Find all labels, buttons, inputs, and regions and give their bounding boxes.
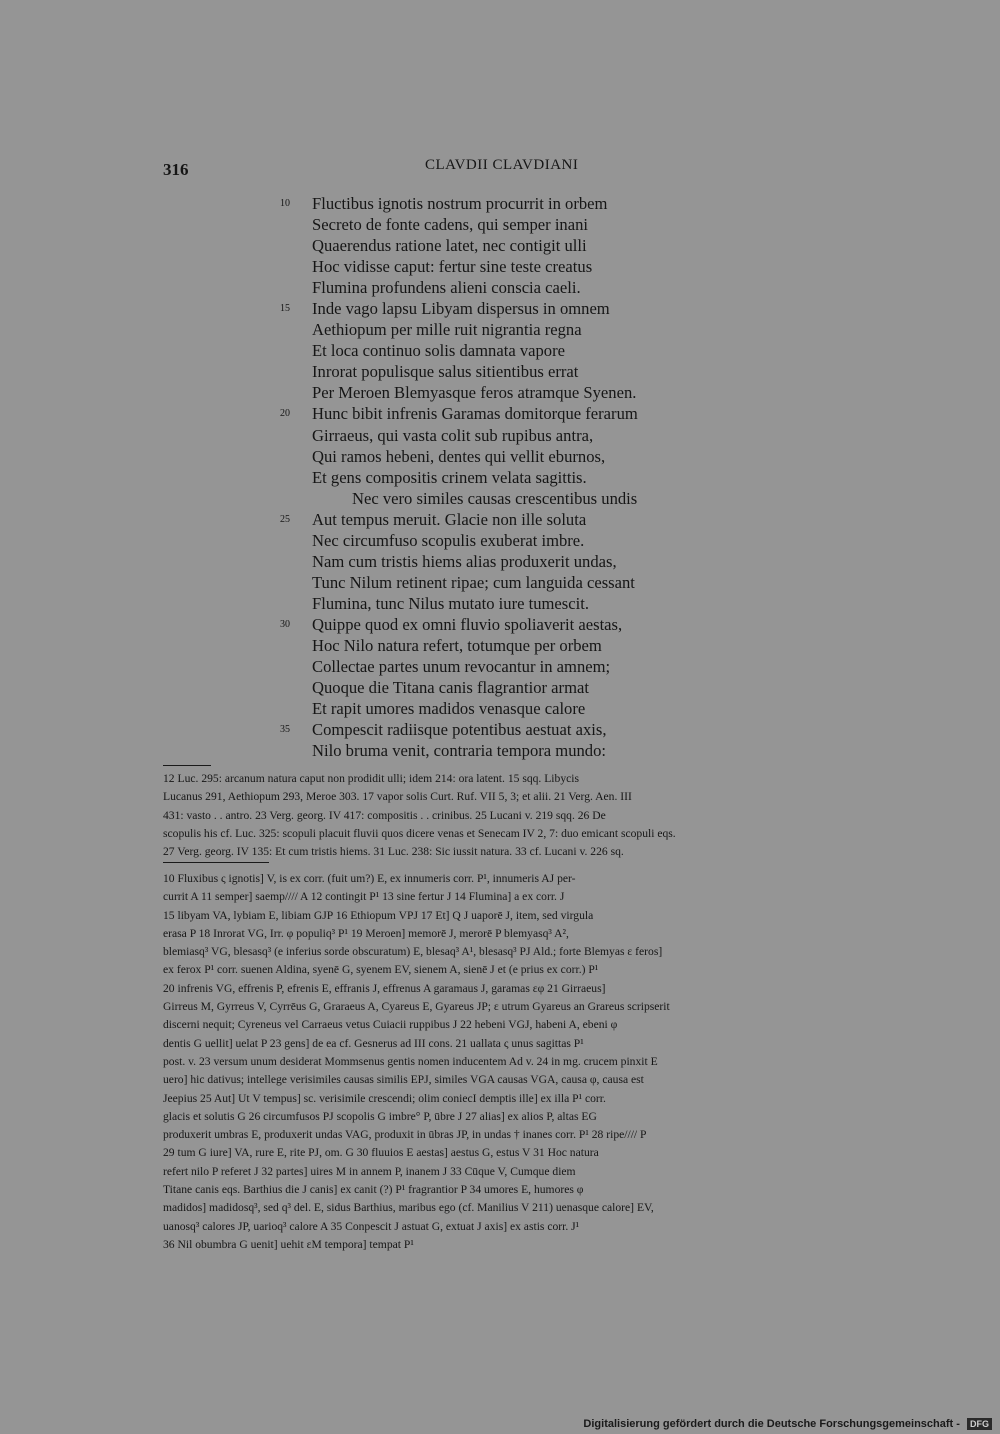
- verse-line: [0, 698, 1000, 719]
- verse-text: Per Meroen Blemyasque feros atramque Syenen.: [312, 383, 637, 403]
- verse-text: Compescit radiisque potentibus aestuat axis,: [312, 720, 607, 740]
- line-number: 15: [280, 303, 290, 315]
- verse-text: Quippe quod ex omni fluvio spoliaverit aestas,: [312, 614, 623, 634]
- apparatus-line: glacis et solutis G 26 circumfusos PJ scopolis G imbre° P, ūbre J 27 alias] ex alios P, altas EG: [163, 1109, 597, 1123]
- verse-line: [0, 677, 1000, 698]
- line-number: 20: [280, 408, 290, 420]
- verse-line: [0, 446, 1000, 467]
- apparatus-line: currit A 11 semper] saemp//// A 12 contingit P¹ 13 sine fertur J 14 Flumina] a ex corr. J: [163, 890, 565, 904]
- verse-text: Nam cum tristis hiems alias produxerit undas,: [312, 551, 617, 571]
- verse-text: Flumina, tunc Nilus mutato iure tumescit.: [312, 593, 589, 613]
- verse-line: [0, 572, 1000, 593]
- apparatus-line: Titane canis eqs. Barthius die J canis] ex canit (?) P¹ fragrantior P 34 umores E, humores φ: [163, 1183, 584, 1197]
- line-number: 10: [280, 198, 290, 209]
- apparatus-line: 10 Fluxibus ς ignotis] V, is ex corr. (fuit um?) E, ex innumeris corr. P¹, innumeris AJ per-: [163, 872, 576, 885]
- verse-line: [0, 277, 1000, 298]
- testimonia-line: 27 Verg. georg. IV 135: Et cum tristis hiems. 31 Luc. 238: Sic iussit natura. 33 cf. Lucani v. 226 sq.: [163, 845, 624, 859]
- verse-line: [0, 635, 1000, 656]
- testimonia-line: Lucanus 291, Aethiopum 293, Meroe 303. 17 vapor solis Curt. Ruf. VII 5, 3; et alii. 21 Verg. Aen. III: [163, 790, 632, 804]
- verse-line: [0, 593, 1000, 614]
- apparatus-line: post. v. 23 versum unum desiderat Mommsenus gentis nomen inducentem Ad v. 24 in mg. crucem pinxit E: [163, 1054, 658, 1068]
- verse-text: Tunc Nilum retinent ripae; cum languida cessant: [312, 572, 635, 592]
- apparatus-line: 29 tum G iure] VA, rure E, rite PJ, om. G 30 fluuios E aestas] aestus G, estus V 31 Hoc natura: [163, 1146, 599, 1160]
- verse-text: Nec vero similes causas crescentibus undis: [352, 488, 638, 508]
- critical-apparatus: [163, 870, 839, 1254]
- verse-line: [0, 319, 1000, 340]
- verse-text: Qui ramos hebeni, dentes qui vellit eburnos,: [312, 446, 606, 466]
- verse-line: [0, 740, 1000, 761]
- verse-text: Inde vago lapsu Libyam dispersus in omnem: [312, 299, 610, 319]
- verse-line: [0, 719, 1000, 740]
- apparatus-line: uero] hic dativus; intellege verisimiles causas similis EPJ, similes VGA causas VGA, causa φ, causa est: [163, 1073, 644, 1087]
- footer-credit: [583, 1418, 992, 1430]
- verse-line: [0, 403, 1000, 424]
- testimonia-line: scopulis his cf. Luc. 325: scopuli placuit fluvii quos dicere venas et Senecam IV 2, 7: duo emicant scopuli eqs.: [163, 826, 676, 840]
- apparatus-line: Jeepius 25 Aut] Ut V tempus] sc. verisimile crescendi; olim coniecI demptis ille] ex illa P¹ corr.: [163, 1091, 606, 1105]
- poem-text: [0, 193, 1000, 761]
- verse-text: Hoc vidisse caput: fertur sine teste creatus: [312, 257, 593, 277]
- verse-text: Inrorat populisque salus sitientibus errat: [312, 362, 579, 382]
- apparatus-line: 20 infrenis VG, effrenis P, efrenis E, effranis J, effrenus A garamaus J, garamas εφ 21 Girraeus]: [163, 981, 606, 995]
- verse-text: Girraeus, qui vasta colit sub rupibus antra,: [312, 425, 594, 445]
- verse-text: Hunc bibit infrenis Garamas domitorque ferarum: [312, 404, 638, 424]
- verse-text: Aethiopum per mille ruit nigrantia regna: [312, 320, 582, 340]
- testimonia-block: [163, 770, 839, 861]
- verse-text: Flumina profundens alieni conscia caeli.: [312, 278, 581, 298]
- verse-line: [0, 551, 1000, 572]
- verse-text: Et rapit umores madidos venasque calore: [312, 699, 586, 719]
- verse-text: Et loca continuo solis damnata vapore: [312, 341, 565, 361]
- testimonia-line: 12 Luc. 295: arcanum natura caput non prodidit ulli; idem 214: ora latent. 15 sqq. Libycis: [163, 772, 579, 785]
- verse-text: Secreto de fonte cadens, qui semper inani: [312, 215, 589, 235]
- line-number: 25: [280, 513, 290, 525]
- verse-line: [0, 361, 1000, 382]
- apparatus-line: produxerit umbras E, produxerit undas VAG, produxit in ūbras JP, in undas † inanes corr. P¹ 28 ripe//// P: [163, 1128, 647, 1142]
- verse-text: Hoc Nilo natura refert, totumque per orbem: [312, 635, 602, 655]
- footer-credit-text: Digitalisierung gefördert durch die Deutsche Forschungsgemeinschaft -: [583, 1418, 960, 1430]
- apparatus-line: blemiasq³ VG, blesasq³ (e inferius sorde obscuratum) E, blesaq³ A¹, blesasq³ PJ Ald.; forte Blemyas ε feros]: [163, 945, 663, 959]
- verse-line: [0, 340, 1000, 361]
- line-number: 30: [280, 618, 290, 630]
- verse-line: [0, 656, 1000, 677]
- verse-line: [0, 298, 1000, 319]
- verse-text: Fluctibus ignotis nostrum procurrit in orbem: [312, 194, 608, 213]
- apparatus-line: 36 Nil obumbra G uenit] uehit εM tempora] tempat P¹: [163, 1237, 414, 1251]
- verse-text: Nilo bruma venit, contraria tempora mundo:: [312, 741, 606, 761]
- verse-text: Quoque die Titana canis flagrantior armat: [312, 678, 589, 698]
- verse-line: [0, 614, 1000, 635]
- apparatus-line: refert nilo P referet J 32 partes] uires M in annem P, inanem J 33 Cūque V, Cumque diem: [163, 1164, 576, 1178]
- apparatus-line: ex ferox P¹ corr. suenen Aldina, syenē G, syenem EV, sienem A, sienē J et (e prius ex corr.) P¹: [163, 963, 599, 977]
- verse-text: Quaerendus ratione latet, nec contigit ulli: [312, 236, 587, 256]
- verse-text: Aut tempus meruit. Glacie non ille soluta: [312, 509, 587, 529]
- line-number: 35: [280, 724, 290, 736]
- verse-line: [0, 235, 1000, 256]
- apparatus-line: 15 libyam VA, lybiam E, libiam GJP 16 Ethiopum VPJ 17 Et] Q J uaporē J, item, sed virgula: [163, 908, 594, 922]
- apparatus-line: discerni nequit; Cyreneus vel Carraeus vetus Cuiacii ruppibus J 22 hebeni VGJ, habeni A, ebeni φ: [163, 1018, 618, 1032]
- running-title: CLAVDII CLAVDIANI: [425, 157, 579, 173]
- verse-line: [0, 488, 1000, 509]
- dfg-logo: DFG: [967, 1418, 992, 1430]
- verse-line: [0, 467, 1000, 488]
- separator-rule: [163, 862, 269, 863]
- apparatus-line: Girreus M, Gyrreus V, Cyrrēus G, Graraeus A, Cyareus E, Gyareus JP; ε utrum Gyareus an Grareus scripserit: [163, 1000, 670, 1014]
- verse-line: [0, 425, 1000, 446]
- verse-line: [0, 530, 1000, 551]
- testimonia-line: 431: vasto . . antro. 23 Verg. georg. IV 417: compositis . . crinibus. 25 Lucani v. 219 sqq. 26 De: [163, 808, 606, 822]
- verse-text: Et gens compositis crinem velata sagittis.: [312, 467, 587, 487]
- verse-line: [0, 214, 1000, 235]
- apparatus-line: erasa P 18 Inrorat VG, Irr. φ populiq³ P¹ 19 Meroen] memorē J, merorē P blemyasq³ A²,: [163, 926, 569, 940]
- page-number: 316: [163, 160, 189, 179]
- verse-line: [0, 509, 1000, 530]
- apparatus-line: dentis G uellit] uelat P 23 gens] de ea cf. Gesnerus ad III cons. 21 uallata ς unus sagittas P¹: [163, 1036, 584, 1050]
- apparatus-line: madidos] madidosq³, sed q³ del. E, sidus Barthius, maribus ego (cf. Manilius V 211) uenasque calore] EV,: [163, 1201, 654, 1215]
- verse-line: [0, 256, 1000, 277]
- verse-line: [0, 193, 1000, 214]
- verse-text: Nec circumfuso scopulis exuberat imbre.: [312, 530, 585, 550]
- verse-text: Collectae partes unum revocantur in amnem;: [312, 657, 611, 677]
- verse-line: [0, 382, 1000, 403]
- separator-rule: [163, 765, 211, 766]
- apparatus-line: uanosq³ calores JP, uarioq³ calore A 35 Conpescit J astuat G, extuat J axis] ex astis corr. J¹: [163, 1219, 580, 1233]
